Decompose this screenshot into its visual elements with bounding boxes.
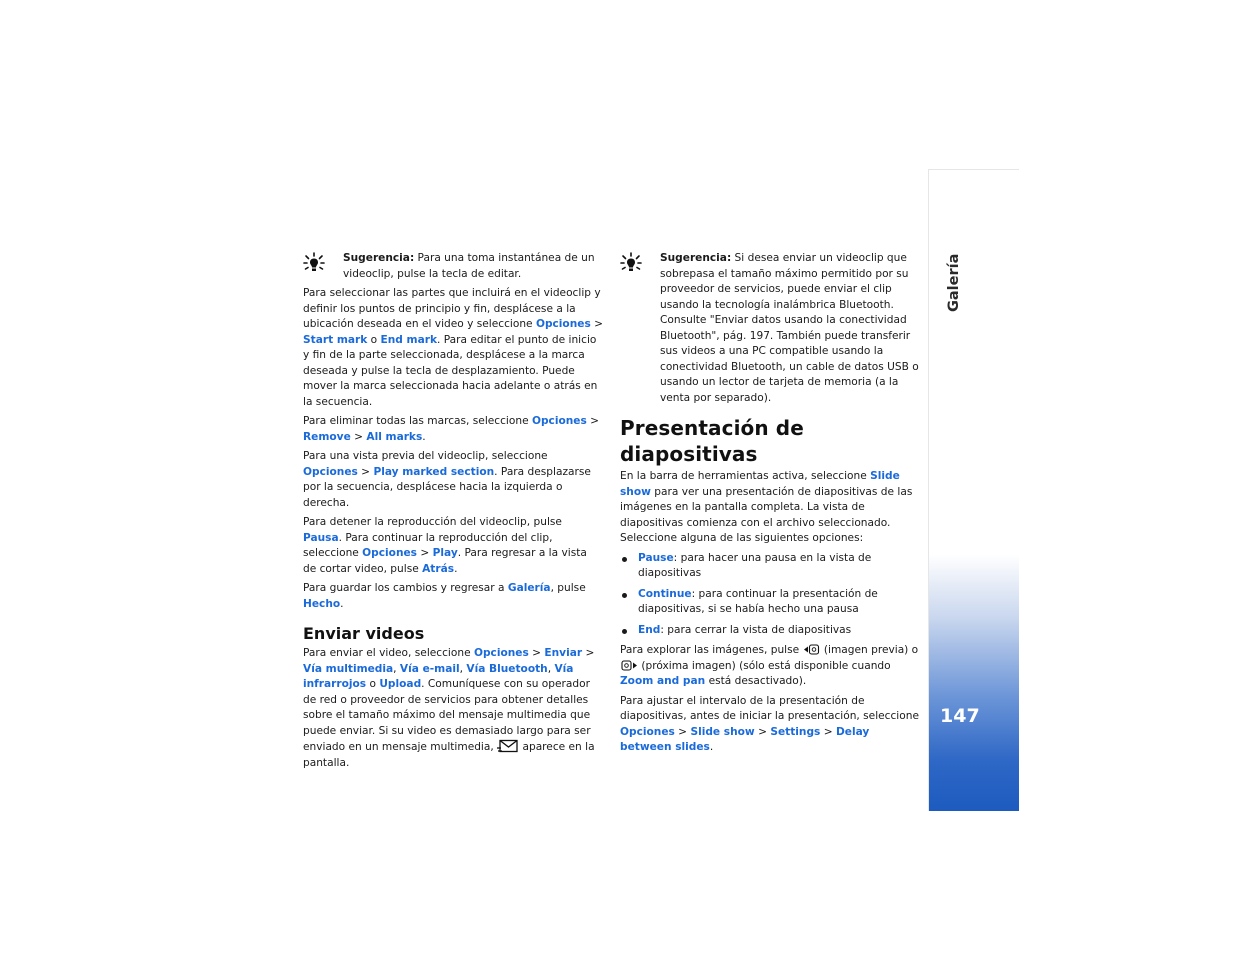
link-via-bluetooth[interactable]: Vía Bluetooth <box>466 662 548 675</box>
link-via-multimedia[interactable]: Vía multimedia <box>303 662 394 675</box>
heading-enviar-videos: Enviar videos <box>303 624 425 643</box>
paragraph-select-parts: Para seleccionar las partes que incluirá en el videoclip y definir los puntos de principio y fin, desplácese a la ubicación deseada en el video y seleccione Opciones > Start mark o End mark. Para editar el punto de inicio y fin de la parte seleccionada, desplácese a la marca deseada y pulse la tecla de desplazamiento. Puede mover la marca seleccionada hacia adelante o atrás en la secuencia. <box>303 287 603 408</box>
options-list <box>620 551 922 639</box>
link-all-marks[interactable]: All marks <box>366 430 423 443</box>
link-opciones[interactable]: Opciones <box>362 547 417 559</box>
link-opciones[interactable]: Opciones <box>531 415 587 427</box>
tip-text: Si desea enviar un videoclip que sobrepasa el tamaño máximo permitido por su proveedor de servicios, puede enviar el clip usando la tecnología inalámbrica Bluetooth. Consulte "Enviar datos usando la conectividad Bluetooth", pág. 197. También puede transferir sus videos a una PC compatible usando la conectividad Bluetooth, un cable de datos USB o usando un lector de tarjeta de memoria (a la venta por separado). <box>660 252 919 404</box>
link-end[interactable]: End <box>638 623 661 636</box>
link-end-mark[interactable]: End mark <box>380 333 438 346</box>
link-enviar[interactable]: Enviar <box>544 647 583 659</box>
link-continue[interactable]: Continue <box>638 587 692 600</box>
link-zoom-and-pan[interactable]: Zoom and pan <box>620 675 706 687</box>
left-column <box>303 251 603 775</box>
link-play-marked-section[interactable]: Play marked section <box>373 465 495 478</box>
right-column <box>620 251 922 760</box>
heading-presentacion-diapositivas: Presentación de diapositivas <box>620 416 804 466</box>
link-pausa[interactable]: Pausa <box>303 531 339 544</box>
link-play[interactable]: Play <box>432 547 458 559</box>
link-settings[interactable]: Settings <box>770 725 821 738</box>
link-galeria[interactable]: Galería <box>507 582 551 594</box>
envelope-icon <box>497 739 519 753</box>
lightbulb-icon <box>303 252 325 274</box>
link-delay-between-slides[interactable]: Delay between slides <box>620 725 870 753</box>
bullet-icon <box>622 557 627 562</box>
link-hecho[interactable]: Hecho <box>303 597 341 610</box>
paragraph-slide-interval: Para ajustar el intervalo de la presentación de diapositivas, antes de iniciar la presentación, seleccione Opciones > Slide show > Settings > Delay between slides. <box>620 694 919 753</box>
link-slide-show[interactable]: Slide show <box>620 470 900 498</box>
link-remove[interactable]: Remove <box>303 430 351 443</box>
list-item: Continue: para continuar la presentación de diapositivas, si se había hecho una pausa <box>620 587 922 618</box>
link-via-email[interactable]: Vía e-mail <box>399 662 460 675</box>
paragraph-pause: Para detener la reproducción del videoclip, pulse Pausa. Para continuar la reproducción del clip, seleccione Opciones > Play. Para regresar a la vista de cortar video, pulse Atrás. <box>303 516 587 575</box>
paragraph-browse-images: Para explorar las imágenes, pulse (imagen previa) o (próxima imagen) (sólo está disponible cuando Zoom and pan está desactivado). <box>620 644 919 687</box>
tip-label: Sugerencia: <box>660 252 732 264</box>
tip-label: Sugerencia: <box>343 252 415 264</box>
bullet-icon <box>622 629 627 634</box>
link-opciones[interactable]: Opciones <box>303 465 358 478</box>
paragraph-slide-show: En la barra de herramientas activa, seleccione Slide show para ver una presentación de diapositivas de las imágenes en la pantalla completa. La vista de diapositivas comienza con el archivo seleccionado. Seleccione alguna de las siguientes opciones: <box>620 470 913 544</box>
scroll-right-key-icon <box>620 659 638 672</box>
tip-edit-key <box>303 251 603 282</box>
bullet-icon <box>622 593 627 598</box>
link-opciones[interactable]: Opciones <box>535 318 591 330</box>
paragraph-save: Para guardar los cambios y regresar a Galería, pulse Hecho. <box>303 582 586 610</box>
link-upload[interactable]: Upload <box>379 678 422 690</box>
list-item: Pause: para hacer una pausa en la vista de diapositivas <box>620 551 922 582</box>
paragraph-remove-marks: Para eliminar todas las marcas, seleccione Opciones > Remove > All marks. <box>303 415 600 443</box>
scroll-left-key-icon <box>803 643 821 656</box>
link-start-mark[interactable]: Start mark <box>303 333 368 346</box>
tip-text: Para una toma instantánea de un videoclip, pulse la tecla de editar. <box>343 252 595 280</box>
paragraph-send-video: Para enviar el video, seleccione Opciones > Enviar > Vía multimedia, Vía e-mail, Vía Bluetooth, Vía infrarrojos o Upload. Comuníquese con su operador de red o proveedor de servicios para obtener detalles sobre el tamaño máximo del mensaje multimedia que puede enviar. Si su video es demasiado largo para ser enviado en un mensaje multimedia, aparece en la pantalla. <box>303 647 595 769</box>
lightbulb-icon <box>620 252 642 274</box>
paragraph-preview: Para una vista previa del videoclip, seleccione Opciones > Play marked section. Para desplazarse por la secuencia, desplácese hacia la izquierda o derecha. <box>303 450 591 509</box>
link-opciones[interactable]: Opciones <box>473 647 529 659</box>
link-via-infrarrojos[interactable]: Vía infrarrojos <box>303 662 574 690</box>
tip-bluetooth <box>620 251 922 406</box>
link-opciones[interactable]: Opciones <box>620 725 675 738</box>
chapter-title: Galería <box>946 253 962 312</box>
link-pause[interactable]: Pause <box>638 551 674 564</box>
link-slide-show[interactable]: Slide show <box>690 725 755 738</box>
page-number: 147 <box>940 705 980 727</box>
list-item: End: para cerrar la vista de diapositivas <box>620 623 922 639</box>
link-atras[interactable]: Atrás <box>422 562 455 575</box>
